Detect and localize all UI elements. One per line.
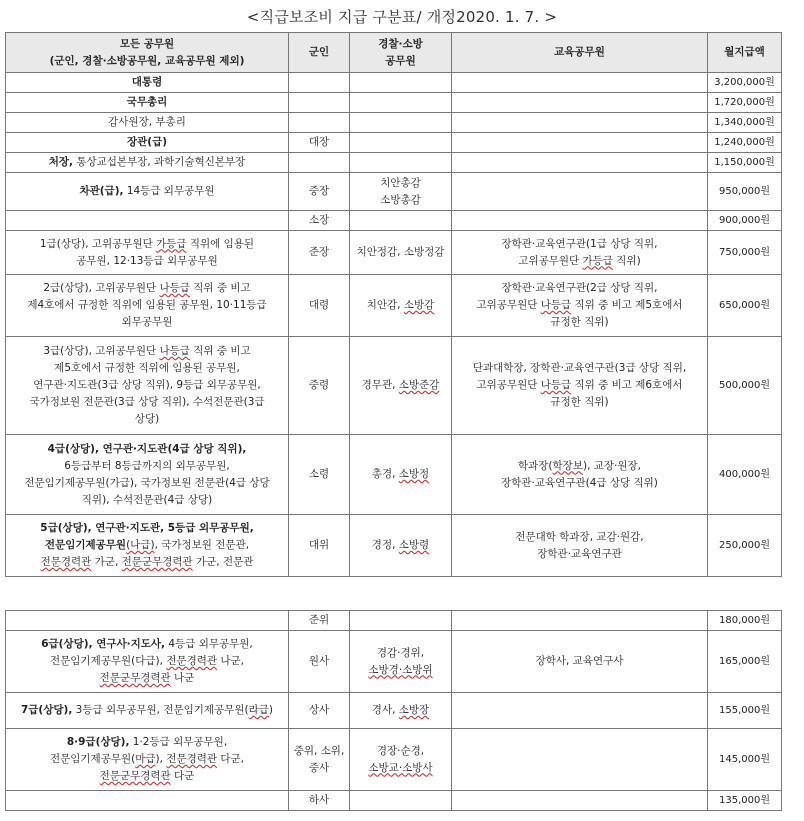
civil-line bbox=[9, 751, 285, 768]
cell-police bbox=[350, 73, 452, 93]
cell-civil bbox=[6, 153, 289, 173]
page-title: <직급보조비 지급 구분표/ 개정2020. 1. 7. > bbox=[246, 8, 558, 26]
police-line: 소방교·소방사 bbox=[368, 761, 433, 774]
police-text: 치안감, bbox=[366, 299, 404, 311]
civil-line: 직위), 수석전문관(4급 상당) bbox=[81, 493, 213, 506]
edu-text: 학과장( bbox=[518, 459, 553, 472]
header-military: 군인 bbox=[289, 33, 350, 73]
civil-text: 직위에 임용된 bbox=[186, 237, 255, 250]
cell-police bbox=[350, 153, 452, 173]
table-row bbox=[6, 211, 782, 231]
civil-line: 상당) bbox=[134, 413, 160, 425]
cell-police: 치안정감, 소방정감 bbox=[350, 231, 452, 275]
cell-education bbox=[452, 611, 708, 631]
edu-text: 고위공무원단 bbox=[476, 299, 541, 311]
cell-military bbox=[289, 153, 350, 173]
civil-text: 가군, bbox=[91, 556, 122, 568]
table-row bbox=[6, 631, 782, 693]
civil-text: 3급(상당), 고위공무원단 bbox=[43, 345, 160, 357]
civil-bold-text: 처장, bbox=[48, 156, 73, 168]
cell-civil bbox=[6, 729, 289, 791]
civil-line bbox=[9, 537, 285, 554]
civil-underlined-text: 전문경력관 bbox=[40, 556, 92, 568]
police-text: 경사, bbox=[371, 704, 399, 716]
cell-education bbox=[452, 231, 708, 275]
civil-line bbox=[9, 670, 285, 687]
civil-text: 전문임기제공무원( bbox=[49, 753, 136, 765]
civil-line: 6등급부터 8등급까지의 외무공무원, bbox=[64, 459, 230, 472]
cell-civil bbox=[6, 791, 289, 811]
table-row bbox=[6, 73, 782, 93]
cell-civil bbox=[6, 631, 289, 693]
cell-education bbox=[452, 73, 708, 93]
header-civil bbox=[6, 33, 289, 73]
spacer-cell bbox=[289, 577, 350, 611]
police-line: 치안총감 bbox=[380, 176, 421, 189]
table-row bbox=[6, 153, 782, 173]
civil-text: 14등급 외무공무원 bbox=[123, 185, 215, 197]
cell-police bbox=[350, 611, 452, 631]
edu-line: 장학관·교육연구관(2급 상당 직위, bbox=[501, 282, 658, 294]
police-text: 총경, bbox=[371, 468, 399, 480]
cell-military: 원사 bbox=[289, 631, 350, 693]
cell-police bbox=[350, 515, 452, 577]
cell-education bbox=[452, 173, 708, 211]
cell-amount: 1,720,000원 bbox=[708, 93, 782, 113]
cell-civil bbox=[6, 173, 289, 211]
civil-line bbox=[9, 653, 285, 670]
header-police-line1: 경찰·소방 bbox=[378, 37, 423, 50]
cell-police bbox=[350, 791, 452, 811]
table-row bbox=[6, 275, 782, 337]
civil-line: 국가정보원 전문관(3급 상당 직위), 수석전문관(3급 bbox=[29, 396, 265, 408]
military-line: 중위, 소위, bbox=[293, 744, 345, 757]
civil-text: 나군, bbox=[217, 655, 244, 667]
civil-line bbox=[9, 768, 285, 785]
cell-military: 대령 bbox=[289, 275, 350, 337]
civil-underlined-text: 나등급 bbox=[159, 282, 190, 294]
cell-amount: 900,000원 bbox=[708, 211, 782, 231]
edu-underlined-text: 학장보 bbox=[552, 459, 583, 472]
civil-line: 5급(상당), 연구관·지도관, 5등급 외무공무원, bbox=[40, 522, 254, 534]
cell-amount: 500,000원 bbox=[708, 337, 782, 435]
cell-education bbox=[452, 515, 708, 577]
civil-text: 다군 bbox=[170, 770, 195, 782]
cell-amount: 135,000원 bbox=[708, 791, 782, 811]
cell-military bbox=[289, 93, 350, 113]
header-civil-line1: 모든 공무원 bbox=[119, 37, 175, 50]
civil-underlined-text: 전문경력관 bbox=[166, 753, 218, 765]
spacer-cell bbox=[708, 577, 782, 611]
civil-line: 4급(상당), 연구관·지도관(4급 상당 직위), bbox=[47, 442, 247, 455]
cell-civil: 국무총리 bbox=[6, 93, 289, 113]
table-row bbox=[6, 173, 782, 211]
cell-police bbox=[350, 631, 452, 693]
edu-line: 규정한 직위) bbox=[550, 316, 609, 328]
cell-military: 하사 bbox=[289, 791, 350, 811]
civil-line: 제4호에서 규정한 직위에 임용된 공무원, 10·11등급 bbox=[27, 299, 267, 311]
cell-civil bbox=[6, 275, 289, 337]
cell-military bbox=[289, 113, 350, 133]
edu-line: 장학관·교육연구관 bbox=[537, 547, 622, 560]
civil-bold-text: 차관(급), bbox=[79, 185, 124, 197]
spacer-row bbox=[6, 577, 782, 611]
cell-education bbox=[452, 93, 708, 113]
table-row bbox=[6, 693, 782, 729]
cell-amount: 165,000원 bbox=[708, 631, 782, 693]
spacer-cell bbox=[350, 577, 452, 611]
civil-bold-text: 6급(상당), 연구사·지도사, bbox=[41, 638, 166, 650]
civil-text: 3등급 외무공무원, 전문임기제공무원( bbox=[72, 704, 249, 716]
edu-line bbox=[455, 297, 704, 314]
cell-amount: 750,000원 bbox=[708, 231, 782, 275]
police-line: 소방경·소방위 bbox=[368, 663, 433, 676]
cell-civil bbox=[6, 693, 289, 729]
civil-text: 직위 중 비고 bbox=[189, 282, 251, 294]
cell-civil bbox=[6, 337, 289, 435]
edu-line bbox=[455, 253, 704, 270]
table-row bbox=[6, 93, 782, 113]
civil-underlined-text: 마급 bbox=[135, 753, 156, 765]
cell-police bbox=[350, 211, 452, 231]
cell-amount: 145,000원 bbox=[708, 729, 782, 791]
cell-education bbox=[452, 337, 708, 435]
cell-education bbox=[452, 275, 708, 337]
civil-text: 가군, 전문관 bbox=[192, 556, 254, 568]
cell-military: 소령 bbox=[289, 435, 350, 515]
civil-text: 통상교섭본부장, 과학기술혁신본부장 bbox=[72, 156, 246, 168]
civil-text: 직위 중 비고 bbox=[189, 345, 251, 357]
table-row bbox=[6, 515, 782, 577]
cell-amount: 3,200,000원 bbox=[708, 73, 782, 93]
cell-military: 준장 bbox=[289, 231, 350, 275]
cell-civil: 장관(급) bbox=[6, 133, 289, 153]
cell-education bbox=[452, 693, 708, 729]
civil-text: 1급(상당), 고위공무원단 bbox=[39, 237, 157, 250]
edu-line: 규정한 직위) bbox=[550, 396, 609, 408]
edu-line: 단과대학장, 장학관·교육연구관(3급 상당 직위, bbox=[472, 362, 687, 374]
table-row bbox=[6, 729, 782, 791]
civil-line: 전문임기제공무원(가급), 국가정보원 전문관(4급 상당 bbox=[24, 476, 270, 489]
civil-line: 연구관·지도관(3급 상당 직위), 9등급 외무공무원, bbox=[33, 379, 261, 391]
cell-civil bbox=[6, 515, 289, 577]
cell-military: 중장 bbox=[289, 173, 350, 211]
civil-line: 제5호에서 규정한 직위에 임용된 공무원, bbox=[54, 362, 240, 374]
edu-line bbox=[455, 458, 704, 475]
military-line: 중사 bbox=[308, 761, 330, 774]
civil-line bbox=[9, 734, 285, 751]
cell-police bbox=[350, 275, 452, 337]
spacer-cell bbox=[452, 577, 708, 611]
cell-amount: 950,000원 bbox=[708, 173, 782, 211]
civil-line: 공무원, 12·13등급 외무공무원 bbox=[76, 254, 218, 267]
edu-line bbox=[455, 377, 704, 394]
cell-military: 중령 bbox=[289, 337, 350, 435]
police-underlined-text: 소방준감 bbox=[398, 379, 440, 391]
edu-text: 고위공무원단 bbox=[518, 254, 583, 267]
cell-education bbox=[452, 791, 708, 811]
civil-underlined-text: 나등급 bbox=[159, 345, 190, 357]
cell-military bbox=[289, 73, 350, 93]
cell-civil: 대통령 bbox=[6, 73, 289, 93]
table-row bbox=[6, 435, 782, 515]
spacer-cell bbox=[6, 577, 289, 611]
civil-text: 2급(상당), 고위공무원단 bbox=[43, 282, 160, 294]
edu-text: 고위공무원단 bbox=[476, 379, 541, 391]
edu-text: 직위 중 비고 제6호에서 bbox=[571, 379, 683, 391]
civil-line bbox=[9, 636, 285, 653]
edu-underlined-text: 나등급 bbox=[540, 379, 572, 391]
police-line: 소방총감 bbox=[380, 193, 421, 206]
police-underlined-text: 소방감 bbox=[403, 299, 435, 311]
civil-underlined-text: 라급 bbox=[248, 704, 269, 716]
civil-bold-text: 전문임기제공무원 bbox=[44, 539, 127, 551]
cell-police bbox=[350, 729, 452, 791]
header-row bbox=[6, 33, 782, 73]
civil-text: 다군, bbox=[217, 753, 244, 765]
civil-bold-text: 8·9급(상당), bbox=[66, 736, 130, 748]
cell-civil bbox=[6, 231, 289, 275]
police-text: 경정, bbox=[371, 539, 399, 551]
civil-text: , 국가정보원 전문관, bbox=[154, 539, 250, 551]
civil-line bbox=[9, 280, 285, 297]
cell-education bbox=[452, 729, 708, 791]
cell-education bbox=[452, 113, 708, 133]
cell-amount: 155,000원 bbox=[708, 693, 782, 729]
cell-education bbox=[452, 211, 708, 231]
cell-military: 대위 bbox=[289, 515, 350, 577]
civil-text: ) bbox=[268, 704, 273, 716]
cell-education: 장학사, 교육연구사 bbox=[452, 631, 708, 693]
cell-amount: 400,000원 bbox=[708, 435, 782, 515]
allowance-table bbox=[5, 32, 782, 811]
cell-amount: 250,000원 bbox=[708, 515, 782, 577]
police-underlined-text: 소방장 bbox=[398, 704, 430, 716]
civil-underlined-text: 전문군무경력관 bbox=[121, 556, 193, 568]
cell-amount: 1,150,000원 bbox=[708, 153, 782, 173]
cell-police bbox=[350, 113, 452, 133]
edu-underlined-text: 나등급 bbox=[540, 299, 572, 311]
cell-military bbox=[289, 729, 350, 791]
cell-military: 대장 bbox=[289, 133, 350, 153]
cell-civil bbox=[6, 611, 289, 631]
cell-amount: 650,000원 bbox=[708, 275, 782, 337]
header-police-line2: 공무원 bbox=[385, 54, 416, 67]
edu-text: ), 교장·원장, bbox=[582, 459, 641, 472]
police-line: 경감·경위, bbox=[376, 646, 425, 659]
edu-text: 직위) bbox=[612, 254, 641, 267]
cell-amount: 1,240,000원 bbox=[708, 133, 782, 153]
cell-civil: 감사원장, 부총리 bbox=[6, 113, 289, 133]
police-line: 경장·순경, bbox=[376, 744, 425, 757]
cell-education bbox=[452, 153, 708, 173]
table-row bbox=[6, 611, 782, 631]
cell-civil bbox=[6, 435, 289, 515]
header-amount: 월지급액 bbox=[708, 33, 782, 73]
police-underlined-text: 소방령 bbox=[398, 539, 430, 551]
civil-underlined-text: 전문경력관 bbox=[166, 655, 218, 667]
edu-underlined-text: 가등급 bbox=[582, 254, 613, 267]
civil-text: 4등급 외무공무원, bbox=[165, 638, 253, 650]
civil-line bbox=[9, 236, 285, 253]
cell-police bbox=[350, 133, 452, 153]
table-row bbox=[6, 133, 782, 153]
cell-police bbox=[350, 435, 452, 515]
civil-text: 전문임기제공무원(다급), bbox=[50, 655, 167, 667]
civil-bold-text: 7급(상당), bbox=[20, 704, 73, 716]
civil-underlined-text: (나급) bbox=[126, 539, 155, 551]
civil-underlined-text: 전문군무경력관 bbox=[99, 672, 171, 684]
cell-military: 준위 bbox=[289, 611, 350, 631]
civil-underlined-text: 전문군무경력관 bbox=[99, 770, 171, 782]
civil-text: ), bbox=[155, 753, 167, 765]
cell-police bbox=[350, 173, 452, 211]
civil-line bbox=[9, 343, 285, 360]
header-education: 교육공무원 bbox=[452, 33, 708, 73]
header-police bbox=[350, 33, 452, 73]
cell-education bbox=[452, 435, 708, 515]
cell-civil bbox=[6, 211, 289, 231]
cell-amount: 180,000원 bbox=[708, 611, 782, 631]
cell-police bbox=[350, 93, 452, 113]
cell-police bbox=[350, 693, 452, 729]
cell-amount: 1,340,000원 bbox=[708, 113, 782, 133]
civil-line bbox=[9, 554, 285, 571]
cell-military: 소장 bbox=[289, 211, 350, 231]
table-row bbox=[6, 791, 782, 811]
table-row bbox=[6, 231, 782, 275]
civil-text: 1·2등급 외무공무원, bbox=[129, 736, 228, 748]
edu-line: 장학관·교육연구관(4급 상당 직위) bbox=[501, 476, 658, 489]
civil-underlined-text: 가등급 bbox=[156, 237, 187, 250]
edu-line: 장학관·교육연구관(1급 상당 직위, bbox=[501, 237, 658, 250]
cell-education bbox=[452, 133, 708, 153]
edu-line: 전문대학 학과장, 교감·원감, bbox=[515, 530, 644, 543]
table-row bbox=[6, 113, 782, 133]
table-row bbox=[6, 337, 782, 435]
cell-police bbox=[350, 337, 452, 435]
police-text: 경무관, bbox=[361, 379, 399, 391]
police-underlined-text: 소방정 bbox=[398, 468, 430, 480]
header-civil-line2: (군인, 경찰·소방공무원, 교육공무원 제외) bbox=[49, 54, 245, 67]
civil-line: 외무공무원 bbox=[121, 316, 173, 328]
cell-military: 상사 bbox=[289, 693, 350, 729]
civil-text: 나군 bbox=[170, 672, 195, 684]
edu-text: 직위 중 비고 제5호에서 bbox=[571, 299, 683, 311]
